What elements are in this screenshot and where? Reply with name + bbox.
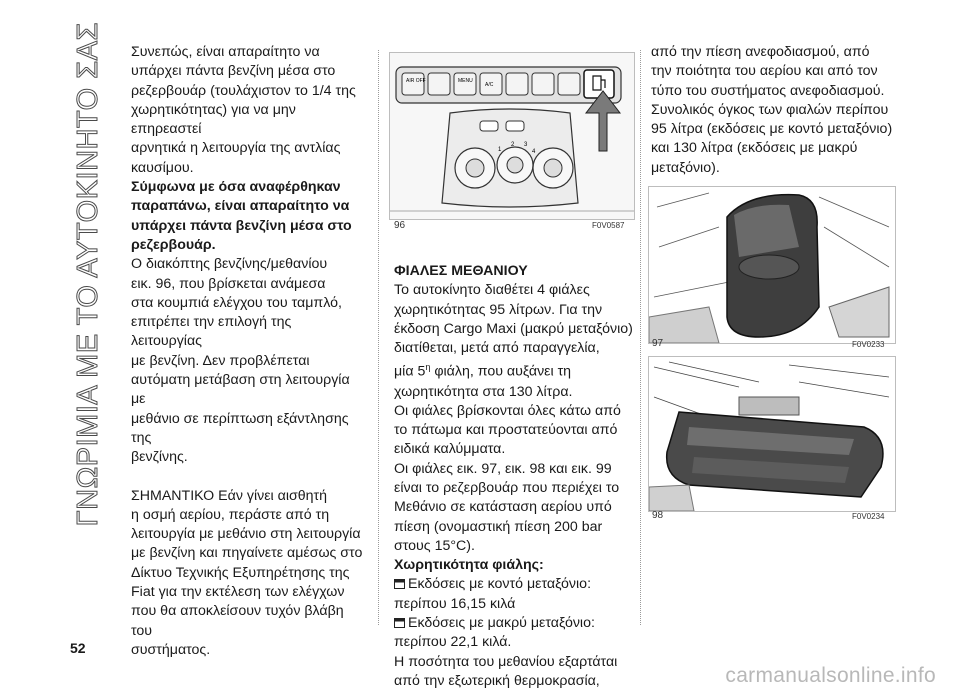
col3-lines <box>651 43 901 178</box>
col2-paragraph-2 <box>394 402 634 460</box>
text-line: Fiat για την εκτέλεση των ελέγχων <box>131 584 345 601</box>
text-line: που θα αποκλείσουν τυχόν βλάβη του <box>131 603 344 639</box>
text-line: καυσίμου. <box>131 159 194 176</box>
figure-96-dashboard-switch <box>389 52 635 220</box>
text-line: έκδοση Cargo Maxi (μακρύ μεταξόνιο) <box>394 320 633 337</box>
text-line: πίεση (ονομαστική πίεση 200 bar <box>394 518 603 535</box>
figure-98-number: 98 <box>652 510 664 521</box>
capacity-heading: Χωρητικότητα φιάλης: <box>394 557 544 574</box>
col2-paragraph-1-end: χωρητικότητα στα 130 λίτρα. <box>394 383 573 400</box>
column-3 <box>651 43 901 178</box>
text-line: Ο διακόπτης βενζίνης/μεθανίου <box>131 256 328 273</box>
text-line: Η ποσότητα του μεθανίου εξαρτάται <box>394 653 618 670</box>
text-line: στα κουμπιά ελέγχου του ταμπλό, <box>131 294 342 311</box>
text-line: με βενζίνη και πηγαίνετε αμέσως στο <box>131 545 363 562</box>
text-line: Το αυτοκίνητο διαθέτει 4 φιάλες <box>394 282 590 299</box>
col2-paragraph-3 <box>394 460 634 556</box>
text-line: ρεζερβουάρ. <box>131 236 216 253</box>
text-line: από την εξωτερική θερμοκρασία, <box>394 672 600 689</box>
text-line: Μεθάνιο σε κατάσταση αερίου υπό <box>394 499 612 516</box>
text-line: διατίθεται, μετά από παραγγελία, <box>394 340 600 357</box>
section-heading: ΦΙΑΛΕΣ ΜΕΘΑΝΙΟΥ <box>394 263 528 279</box>
text-line: το πάτωμα και προστατεύονται από <box>394 422 618 439</box>
text-line: επιτρέπει την επιλογή της λειτουργίας <box>131 314 292 350</box>
text-line: χωρητικότητας) για να μην επηρεαστεί <box>131 101 296 138</box>
air-off-label: AIR OFF <box>406 78 426 84</box>
dial-number: 1 <box>498 147 502 153</box>
col2-closing <box>394 653 634 692</box>
bullet-long-value: περίπου 22,1 κιλά. <box>394 634 512 651</box>
text-line: συστήματος. <box>131 641 211 658</box>
column-divider <box>378 50 379 625</box>
figure-97-number: 97 <box>652 338 664 349</box>
col1-lines <box>131 43 366 468</box>
text-line: Δίκτυο Τεχνικής Εξυπηρέτησης της <box>131 564 350 581</box>
fifth-bottle-line: μία $5^\eta$ φιάλη, που αυξάνει τη <box>394 362 572 381</box>
text-line: υπάρχει πάντα βενζίνη μέσα στο <box>131 63 336 80</box>
dial-number: 2 <box>511 142 515 148</box>
ac-label: A/C <box>485 82 494 88</box>
side-title: ΓΝΩΡΙΜΙΑ ΜΕ ΤΟ ΑΥΤΟΚΙΝΗΤΟ ΣΑΣ <box>72 22 104 527</box>
text-line: παραπάνω, είναι απαραίτητο να <box>131 198 350 215</box>
menu-label: MENU <box>458 78 473 84</box>
figure-97-code: F0V0233 <box>852 340 885 349</box>
text-line: με βενζίνη. Δεν προβλέπεται <box>131 352 310 369</box>
text-line: Σύμφωνα με όσα αναφέρθηκαν <box>131 179 341 196</box>
figure-96-number: 96 <box>394 220 406 231</box>
figure-98-bottles-photo <box>648 356 896 512</box>
col2-paragraph-1 <box>394 281 634 358</box>
column-1 <box>131 43 366 660</box>
figure-96-code: F0V0587 <box>592 221 625 230</box>
text-line: την ποιότητα του αερίου και από τον <box>651 63 878 80</box>
text-line: αυτόματη μετάβαση στη λειτουργία με <box>131 372 350 408</box>
text-line: αρνητικά η λειτουργία της αντλίας <box>131 140 341 157</box>
text-line: είναι το ρεζερβουάρ που περιέχει το <box>394 480 620 496</box>
dial-number: 4 <box>532 149 536 155</box>
text-line: από την πίεση ανεφοδιασμού, από <box>651 44 870 60</box>
watermark: carmanualsonline.info <box>725 664 936 687</box>
text-line: λειτουργία με μεθάνιο στη λειτουργία <box>131 526 361 543</box>
text-line: ρεζερβουάρ (τουλάχιστον το 1/4 της <box>131 82 356 99</box>
text-line: χωρητικότητας 95 λίτρων. Για την <box>394 301 603 318</box>
text-line: υπάρχει πάντα βενζίνη μέσα στο <box>131 217 352 234</box>
figure-97-tank-photo <box>648 186 896 344</box>
bullet-icon <box>394 579 405 589</box>
column-2 <box>394 262 634 691</box>
bullet-long-wheelbase: Εκδόσεις με μακρύ μεταξόνιο: <box>394 614 634 633</box>
text-line: ειδικά καλύμματα. <box>394 441 506 458</box>
text-line: τύπο του συστήματος ανεφοδιασμού. <box>651 82 885 99</box>
col1-important-note <box>131 487 366 661</box>
text-line: Συνολικός όγκος των φιαλών περίπου <box>651 101 889 118</box>
text-line: ΣΗΜΑΝΤΙΚΟ Εάν γίνει αισθητή <box>131 487 327 504</box>
bullet-icon <box>394 618 405 628</box>
text-line: μεθάνιο σε περίπτωση εξάντλησης της <box>131 410 349 446</box>
text-line: βενζίνης. <box>131 449 188 466</box>
text-line: μεταξόνιο). <box>651 159 720 176</box>
text-line: η οσμή αερίου, περάστε από τη <box>131 506 330 523</box>
dial-number: 3 <box>524 142 528 148</box>
text-line: και 130 λίτρα (εκδόσεις με μακρύ <box>651 140 858 157</box>
column-divider <box>640 50 641 625</box>
page-number: 52 <box>70 640 86 656</box>
text-line: 95 λίτρα (εκδόσεις με κοντό μεταξόνιο) <box>651 121 893 138</box>
bullet-short-wheelbase: Εκδόσεις με κοντό μεταξόνιο: <box>394 575 634 594</box>
figure-98-code: F0V0234 <box>852 512 885 521</box>
bullet-short-value: περίπου 16,15 κιλά <box>394 595 516 612</box>
text-line: Οι φιάλες βρίσκονται όλες κάτω από <box>394 402 621 419</box>
text-line: στους 15°C). <box>394 537 475 554</box>
text-line: Οι φιάλες εικ. 97, εικ. 98 και εικ. 99 <box>394 460 612 477</box>
text-line: εικ. 96, που βρίσκεται ανάμεσα <box>131 275 326 292</box>
text-line: Συνεπώς, είναι απαραίτητο να <box>131 44 320 60</box>
